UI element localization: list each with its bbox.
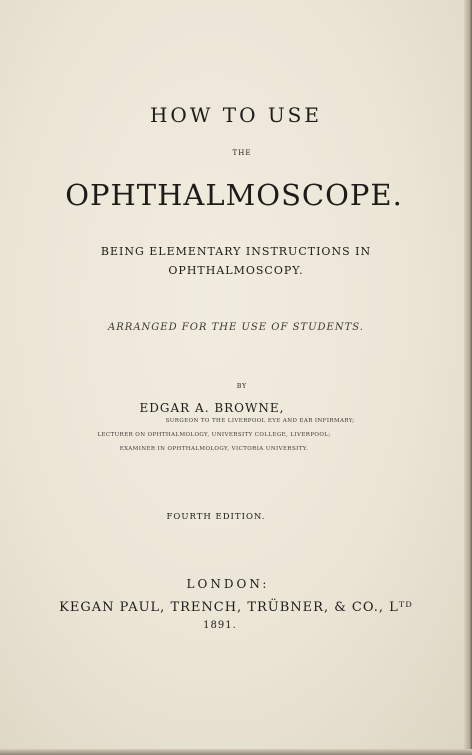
page-edge-right (464, 0, 472, 755)
author-credential-1: SURGEON TO THE LIVERPOOL EYE AND EAR INFIRMARY; (165, 418, 355, 424)
author-credential-2: LECTURER ON OPHTHALMOLOGY, UNIVERSITY COLLEGE, LIVERPOOL; (97, 432, 331, 438)
title-line-how-to-use: HOW TO USE (149, 103, 322, 127)
title-line-the: THE (232, 149, 252, 157)
publication-city: LONDON: (186, 577, 270, 591)
by-label: BY (236, 383, 248, 390)
arranged-note: ARRANGED FOR THE USE OF STUDENTS. (108, 322, 364, 333)
subtitle-line-2: OPHTHALMOSCOPY. (168, 264, 304, 277)
edition-label: FOURTH EDITION. (166, 512, 266, 522)
publication-year: 1891. (203, 620, 237, 631)
page-edge-bottom (0, 749, 472, 755)
book-title: OPHTHALMOSCOPE. (65, 178, 403, 212)
publisher-name: KEGAN PAUL, TRENCH, TRÜBNER, & CO., Lᵀᴰ (59, 600, 413, 615)
author-name: EDGAR A. BROWNE, (139, 401, 285, 415)
subtitle-line-1: BEING ELEMENTARY INSTRUCTIONS IN (100, 245, 372, 258)
author-credential-3: EXAMINER IN OPHTHALMOLOGY, VICTORIA UNIVERSITY. (119, 446, 309, 452)
